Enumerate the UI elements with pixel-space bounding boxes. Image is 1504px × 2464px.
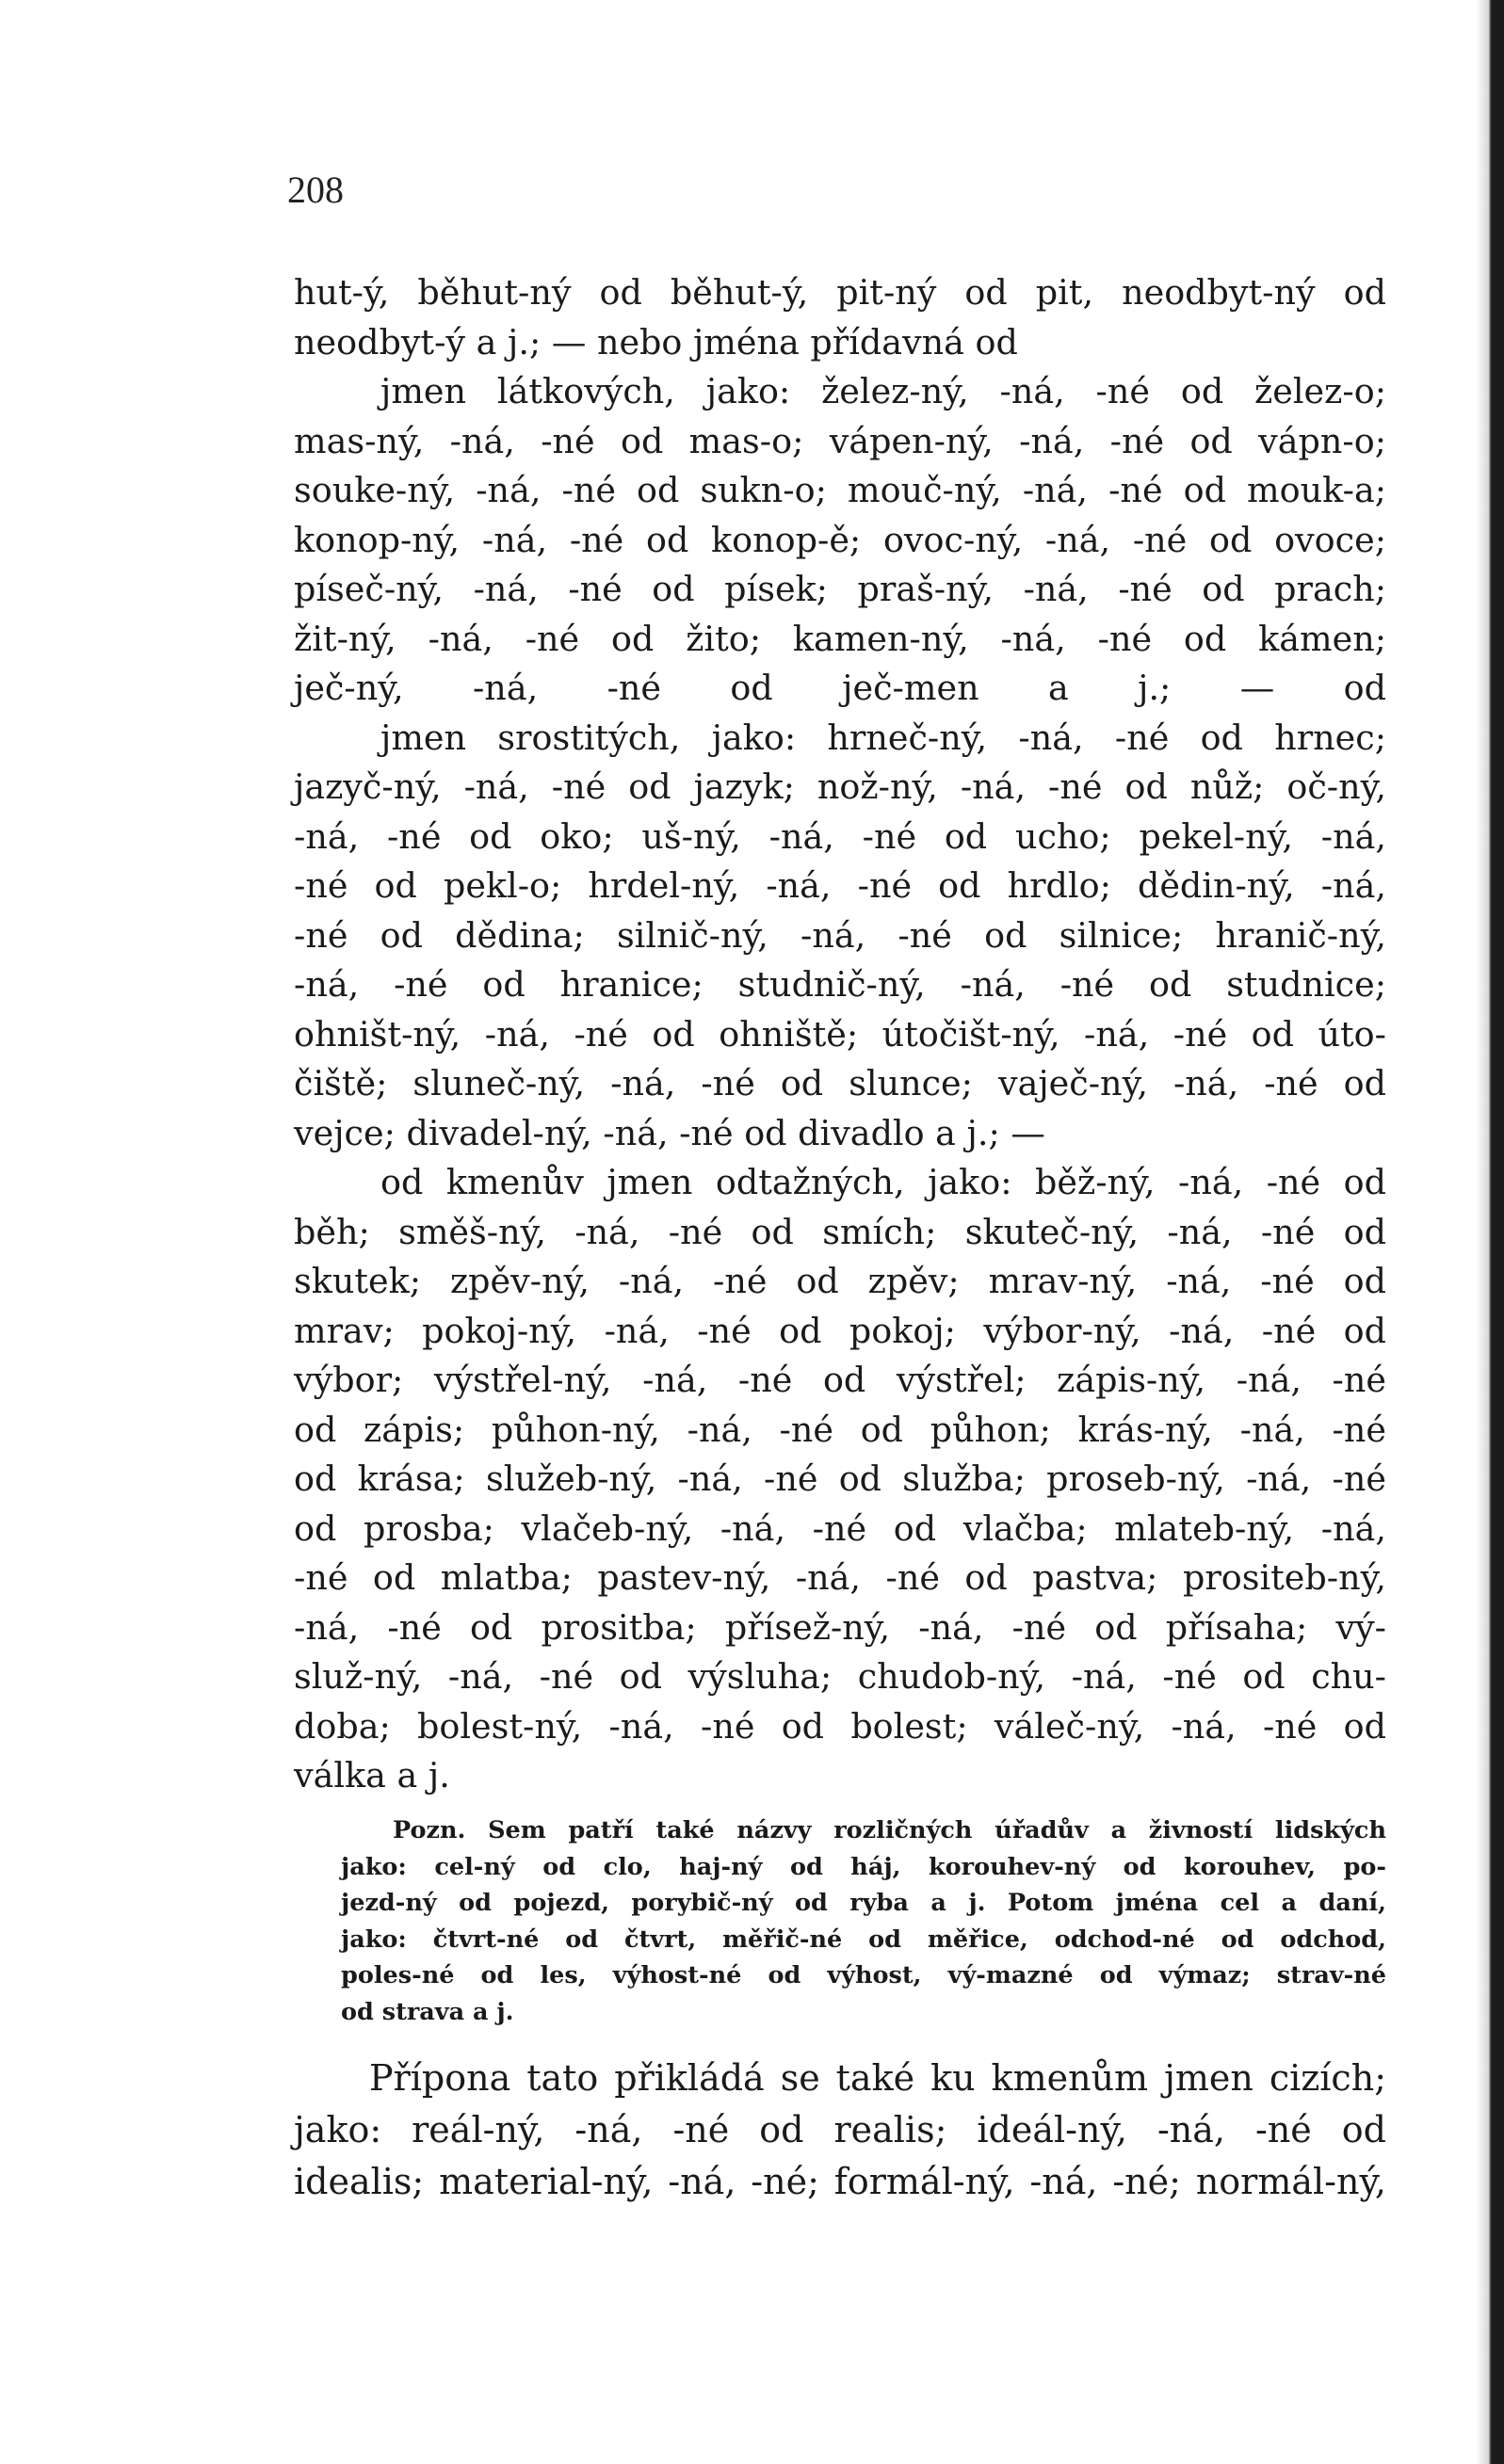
text-line: od zápis; půhon-ný, -ná, -né od půhon; krás-ný, -ná, -né	[294, 1409, 1386, 1450]
text-line: -ná, -né od prositba; přísež-ný, -ná, -né od přísaha; vý-	[294, 1606, 1386, 1648]
text-line: od krása; služeb-ný, -ná, -né od služba; proseb-ný, -ná, -né	[294, 1458, 1386, 1499]
page-edge-shadow	[1476, 0, 1504, 2464]
text-line: výbor; výstřel-ný, -ná, -né od výstřel; zápis-ný, -ná, -né	[294, 1360, 1386, 1400]
text-line: ječ-ný, -ná, -né od ječ-men a j.; — od	[294, 668, 1386, 708]
main-text	[294, 268, 1386, 1801]
page-number: 208	[287, 169, 344, 211]
note-line: jezd-ný od pojezd, porybič-ný od ryba a j. Potom jména cel a daní,	[341, 1889, 1386, 1917]
text-line: -ná, -né od hranice; studnič-ný, -ná, -né od studnice;	[294, 964, 1386, 1005]
text-line: jmen látkových, jako: želez-ný, -ná, -né od želez-o;	[380, 371, 1386, 411]
text-line: žit-ný, -ná, -né od žito; kamen-ný, -ná, -né od kámen;	[294, 618, 1386, 659]
text-line: od kmenův jmen odtažných, jako: běž-ný, -ná, -né od	[380, 1162, 1386, 1202]
closing-paragraph	[294, 2053, 1386, 2208]
text-line: -né od dědina; silnič-ný, -ná, -né od silnice; hranič-ný,	[294, 914, 1386, 956]
text-line: Přípona tato přikládá se také ku kmenům jmen cizích;	[369, 2057, 1386, 2099]
note-line: Pozn. Sem patří také názvy rozličných úřadův a živností lidských	[393, 1816, 1386, 1844]
text-line: běh; směš-ný, -ná, -né od smích; skuteč-ný, -ná, -né od	[294, 1211, 1386, 1252]
text-line: od prosba; vlačeb-ný, -ná, -né od vlačba; mlateb-ný, -ná,	[294, 1507, 1386, 1549]
text-line: doba; bolest-ný, -ná, -né od bolest; váleč-ný, -ná, -né od	[294, 1705, 1386, 1747]
text-line: -ná, -né od oko; uš-ný, -ná, -né od ucho; pekel-ný, -ná,	[294, 815, 1386, 857]
note-line: poles-né od les, výhost-né od výhost, vý-mazné od výmaz; strav-né	[341, 1961, 1386, 1989]
text-line: jmen srostitých, jako: hrneč-ný, -ná, -né od hrnec;	[380, 717, 1386, 758]
text-line: píseč-ný, -ná, -né od písek; praš-ný, -ná, -né od prach;	[294, 569, 1386, 609]
note-line: jako: cel-ný od clo, haj-ný od háj, korouhev-ný od korouhev, po-	[341, 1852, 1386, 1881]
text-line: válka a j.	[294, 1755, 450, 1796]
text-line: -né od pekl-o; hrdel-ný, -ná, -né od hrdlo; dědin-ný, -ná,	[294, 865, 1386, 906]
text-line: mrav; pokoj-ný, -ná, -né od pokoj; výbor-ný, -ná, -né od	[294, 1310, 1386, 1351]
text-line: služ-ný, -ná, -né od výsluha; chudob-ný, -ná, -né od chu-	[294, 1656, 1386, 1697]
text-line: neodbyt-ý a j.; — nebo jména přídavná od	[294, 321, 1018, 362]
note-line: od strava a j.	[341, 1997, 514, 2026]
text-line: -né od mlatba; pastev-ný, -ná, -né od pastva; prositeb-ný,	[294, 1557, 1386, 1598]
note-line: jako: čtvrt-né od čtvrt, měřič-né od měřice, odchod-né od odchod,	[341, 1924, 1386, 1954]
text-line: souke-ný, -ná, -né od sukn-o; mouč-ný, -ná, -né od mouk-a;	[294, 470, 1386, 510]
text-line: skutek; zpěv-ný, -ná, -né od zpěv; mrav-ný, -ná, -né od	[294, 1261, 1386, 1301]
footnote	[341, 1812, 1386, 2030]
text-line: ohništ-ný, -ná, -né od ohniště; útočišt-ný, -ná, -né od úto-	[294, 1013, 1386, 1055]
text-line: jako: reál-ný, -ná, -né od realis; ideál-ný, -ná, -né od	[294, 2109, 1386, 2150]
text-line: hut-ý, běhut-ný od běhut-ý, pit-ný od pit, neodbyt-ný od	[294, 272, 1386, 313]
text-line: vejce; divadel-ný, -ná, -né od divadlo a j.; —	[294, 1112, 1045, 1153]
text-line: čiště; sluneč-ný, -ná, -né od slunce; vaječ-ný, -ná, -né od	[294, 1063, 1386, 1103]
text-line: konop-ný, -ná, -né od konop-ě; ovoc-ný, -ná, -né od ovoce;	[294, 519, 1386, 560]
text-line: jazyč-ný, -ná, -né od jazyk; nož-ný, -ná, -né od nůž; oč-ný,	[294, 766, 1386, 807]
text-line: mas-ný, -ná, -né od mas-o; vápen-ný, -ná, -né od vápn-o;	[294, 420, 1386, 461]
text-line: idealis; material-ný, -ná, -né; formál-ný, -ná, -né; normál-ný,	[294, 2161, 1386, 2202]
